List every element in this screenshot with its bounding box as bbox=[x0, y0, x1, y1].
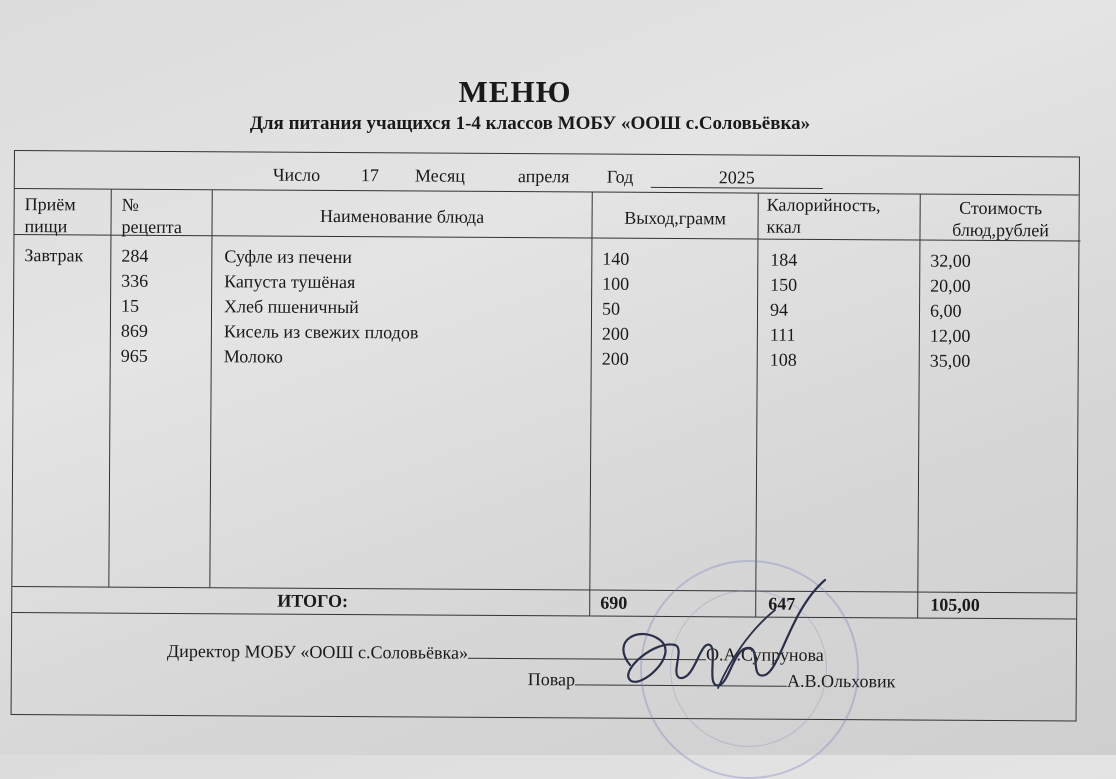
recipe-list bbox=[111, 236, 212, 370]
month-label: Месяц bbox=[414, 165, 466, 186]
list-item: 150 bbox=[770, 274, 798, 295]
totals-calories: 647 bbox=[768, 593, 796, 614]
list-item: 20,00 bbox=[930, 275, 971, 296]
column-header-cost: Стоимость блюд,рублей bbox=[920, 195, 1080, 242]
year-label: Год bbox=[606, 166, 634, 187]
column-header-yield: Выход,грамм bbox=[592, 193, 757, 240]
list-item: 50 bbox=[601, 298, 621, 319]
list-item: 184 bbox=[770, 249, 798, 270]
list-item: 6,00 bbox=[929, 300, 962, 321]
signatures-block bbox=[12, 613, 1077, 719]
cost-list bbox=[920, 241, 1081, 375]
list-item: 12,00 bbox=[929, 325, 971, 346]
column-header-calories: Калорийность, ккал bbox=[758, 194, 919, 241]
day-label: Число bbox=[272, 164, 321, 185]
document-subtitle: Для питания учащихся 1-4 классов МОБУ «ООШ с.Соловьёвка» bbox=[249, 113, 811, 134]
list-item: 869 bbox=[120, 320, 148, 341]
list-item: 140 bbox=[602, 248, 630, 269]
list-item: 108 bbox=[769, 349, 797, 370]
list-item: Суфле из печени bbox=[224, 246, 352, 268]
month-value: апреля bbox=[517, 166, 570, 187]
list-item: 965 bbox=[120, 345, 148, 366]
column-header-recipe: № рецепта bbox=[111, 190, 211, 237]
list-item: 15 bbox=[120, 295, 140, 316]
menu-table bbox=[11, 150, 1080, 722]
document-title: МЕНЮ bbox=[458, 74, 572, 109]
column-dish bbox=[210, 190, 592, 589]
column-header-meal: Приём пищи bbox=[14, 189, 110, 236]
column-header-dish: Наименование блюда bbox=[212, 190, 591, 238]
list-item: Молоко bbox=[223, 346, 283, 367]
calories-list bbox=[758, 240, 920, 374]
list-item: 94 bbox=[769, 299, 789, 320]
cook-label: Повар bbox=[527, 669, 576, 690]
dish-list bbox=[212, 236, 592, 371]
yield-list bbox=[592, 239, 758, 373]
list-item: 284 bbox=[121, 245, 149, 266]
column-calories bbox=[756, 194, 920, 592]
list-item: 200 bbox=[601, 348, 629, 369]
column-cost bbox=[918, 195, 1080, 593]
director-name: О.А.Супрунова bbox=[705, 644, 824, 665]
list-item: 35,00 bbox=[929, 350, 971, 371]
column-meal bbox=[12, 189, 111, 587]
list-item: 111 bbox=[769, 324, 796, 345]
list-item: 100 bbox=[602, 273, 630, 294]
signature-mark bbox=[600, 570, 840, 720]
totals-cost: 105,00 bbox=[930, 594, 980, 615]
director-label: Директор МОБУ «ООШ с.Соловьёвка» bbox=[166, 640, 469, 663]
totals-yield: 690 bbox=[600, 592, 628, 613]
table-columns bbox=[12, 189, 1078, 592]
list-item: 32,00 bbox=[930, 250, 971, 271]
column-yield bbox=[590, 193, 758, 591]
list-item: Капуста тушёная bbox=[224, 271, 356, 293]
list-item: 200 bbox=[601, 323, 629, 344]
cook-name: А.В.Ольховик bbox=[786, 670, 896, 692]
list-item: Кисель из свежих плодов bbox=[223, 321, 419, 343]
list-item: Хлеб пшеничный bbox=[223, 296, 359, 318]
totals-label: ИТОГО: bbox=[277, 590, 349, 612]
list-item: 336 bbox=[121, 270, 149, 291]
day-value: 17 bbox=[360, 165, 379, 186]
date-row bbox=[15, 151, 1079, 195]
meal-name: Завтрак bbox=[24, 245, 84, 266]
column-recipe bbox=[109, 190, 212, 588]
meal-cell bbox=[14, 235, 110, 269]
year-value: 2025 bbox=[651, 167, 823, 189]
